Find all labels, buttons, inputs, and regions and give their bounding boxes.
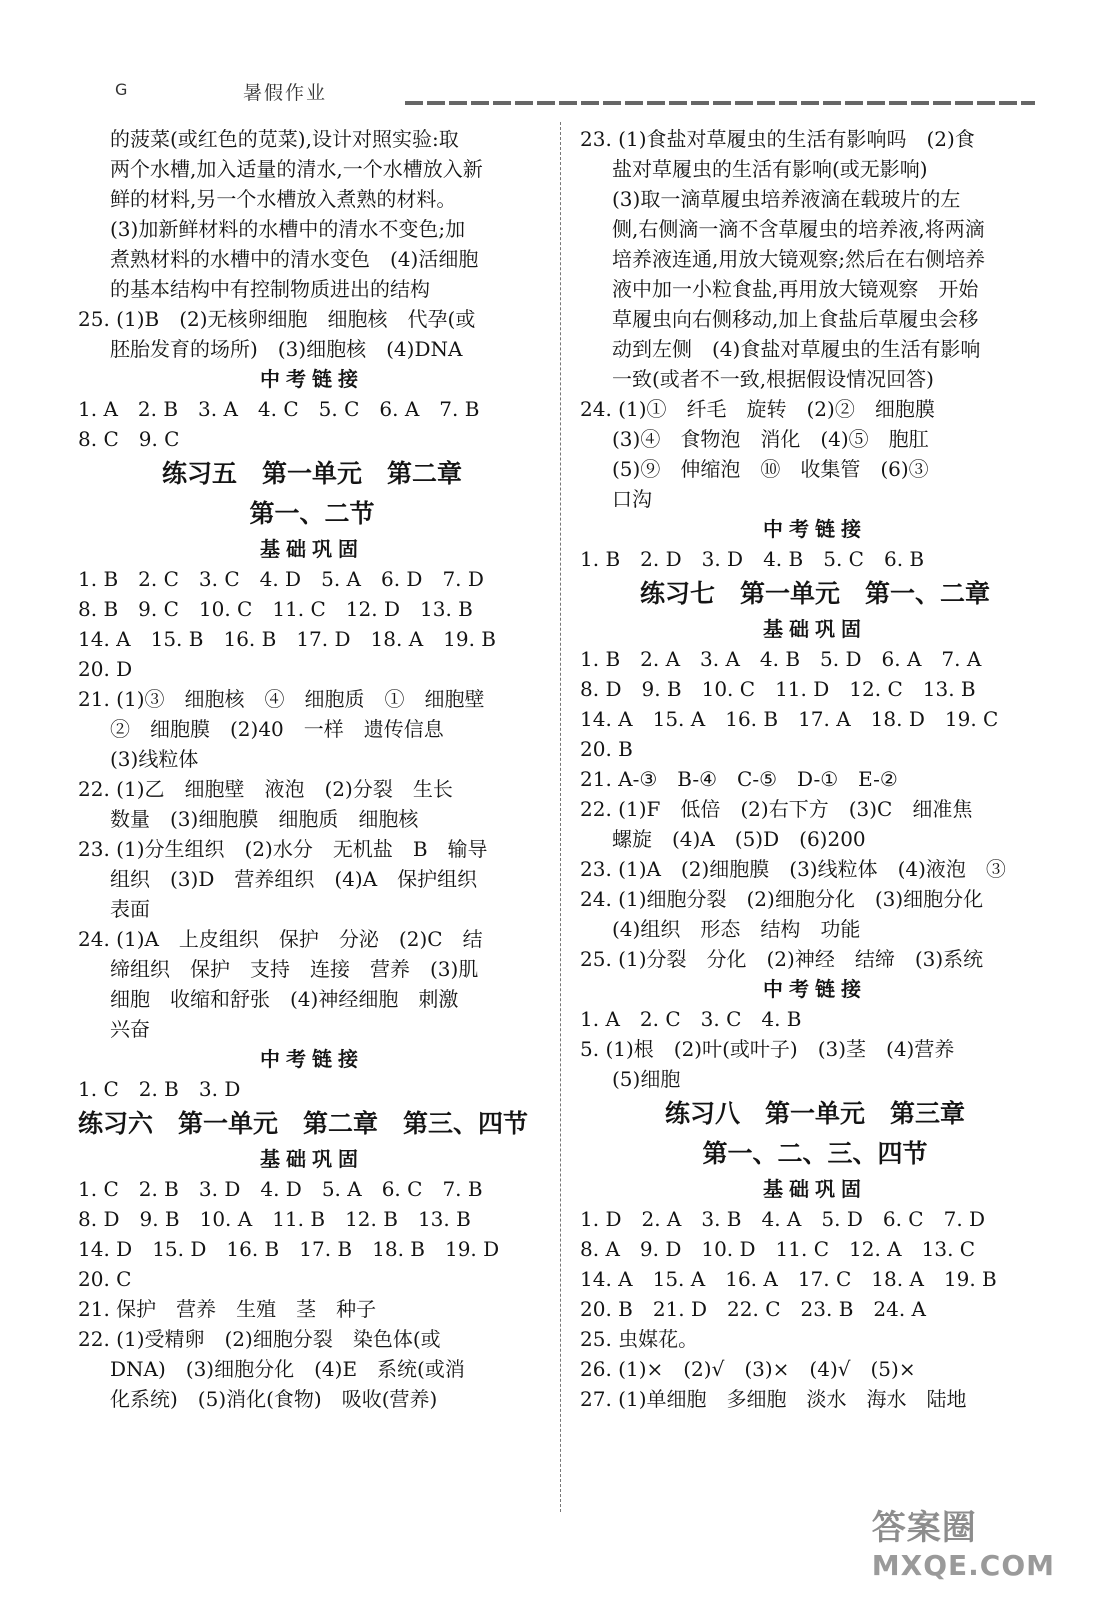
answer-line: 25. (1)B (2)无核卵细胞 细胞核 代孕(或 (78, 307, 476, 331)
answer-line: 24. (1)① 纤毛 旋转 (2)② 细胞膜 (580, 397, 935, 421)
column-divider (560, 122, 562, 1512)
answer-line: 1. C 2. B 3. D (78, 1077, 241, 1101)
section-heading: 练习七 第一单元 第一、二章 (639, 579, 990, 608)
answer-line: 27. (1)单细胞 多细胞 淡水 海水 陆地 (580, 1387, 967, 1411)
answer-line: 25. 虫媒花。 (580, 1327, 699, 1351)
answer-line: 鲜的材料,另一个水槽放入煮熟的材料。 (110, 187, 457, 211)
header-badge: G (115, 80, 128, 99)
subsection-heading: 中考链接 (260, 1047, 364, 1071)
watermark (872, 1500, 1055, 1582)
answer-line: 胚胎发育的场所) (3)细胞核 (4)DNA (110, 337, 463, 361)
section-heading: 第一、二、三、四节 (702, 1139, 928, 1168)
answer-line: 两个水槽,加入适量的清水,一个水槽放入新 (110, 157, 483, 181)
answer-line: 细胞 收缩和舒张 (4)神经细胞 刺激 (110, 987, 459, 1011)
subsection-heading: 中考链接 (763, 977, 867, 1001)
answer-line: 21. A-③ B-④ C-⑤ D-① E-② (580, 767, 898, 791)
section-heading: 练习六 第一单元 第二章 第三、四节 (78, 1109, 529, 1138)
answer-line: (4)组织 形态 结构 功能 (612, 917, 861, 941)
section-heading: 练习八 第一单元 第三章 (664, 1099, 965, 1128)
answer-line: 23. (1)食盐对草履虫的生活有影响吗 (2)食 (580, 127, 975, 151)
answer-line: 侧,右侧滴一滴不含草履虫的培养液,将两滴 (612, 217, 985, 241)
answer-line: 14. D 15. D 16. B 17. B 18. B 19. D (78, 1237, 500, 1261)
right-column (580, 124, 1050, 1414)
answer-line: 5. (1)根 (2)叶(或叶子) (3)茎 (4)营养 (580, 1037, 955, 1061)
answer-line: 的基本结构中有控制物质进出的结构 (110, 277, 430, 301)
answer-line: 动到左侧 (4)食盐对草履虫的生活有影响 (612, 337, 981, 361)
answer-line: 1. B 2. C 3. C 4. D 5. A 6. D 7. D (78, 567, 484, 591)
answer-line: 的菠菜(或红色的苋菜),设计对照实验:取 (110, 127, 459, 151)
answer-line: 24. (1)A 上皮组织 保护 分泌 (2)C 结 (78, 927, 483, 951)
answer-line: 1. C 2. B 3. D 4. D 5. A 6. C 7. B (78, 1177, 483, 1201)
answer-line: 20. C (78, 1267, 132, 1291)
subsection-heading: 基础巩固 (260, 537, 364, 561)
watermark-url: MXQE.COM (871, 1549, 1055, 1582)
answer-line: 8. A 9. D 10. D 11. C 12. A 13. C (580, 1237, 976, 1261)
page-header (75, 78, 1035, 108)
answer-line: 8. D 9. B 10. C 11. D 12. C 13. B (580, 677, 976, 701)
subsection-heading: 基础巩固 (763, 1177, 867, 1201)
answer-line: (3)取一滴草履虫培养液滴在载玻片的左 (612, 187, 961, 211)
answer-line: 液中加一小粒食盐,再用放大镜观察 开始 (612, 277, 979, 301)
answer-line: 8. C 9. C (78, 427, 180, 451)
answer-line: 14. A 15. A 16. A 17. C 18. A 19. B (580, 1267, 997, 1291)
subsection-heading: 基础巩固 (260, 1147, 364, 1171)
header-rule (405, 101, 1035, 105)
answer-line: 14. A 15. B 16. B 17. D 18. A 19. B (78, 627, 496, 651)
answer-line: (5)细胞 (612, 1067, 681, 1091)
watermark-logo-text: 答案圈 (871, 1508, 977, 1548)
answer-line: 20. B (580, 737, 633, 761)
answer-line: ② 细胞膜 (2)40 一样 遗传信息 (110, 717, 444, 741)
answer-line: 22. (1)乙 细胞壁 液泡 (2)分裂 生长 (78, 777, 453, 801)
header-title: 暑假作业 (243, 82, 328, 104)
answer-line: 表面 (110, 897, 150, 921)
answer-line: 1. A 2. B 3. A 4. C 5. C 6. A 7. B (78, 397, 480, 421)
answer-line: DNA) (3)细胞分化 (4)E 系统(或消 (110, 1357, 465, 1381)
answer-line: 23. (1)分生组织 (2)水分 无机盐 B 输导 (78, 837, 488, 861)
answer-line: 草履虫向右侧移动,加上食盐后草履虫会移 (612, 307, 979, 331)
subsection-heading: 中考链接 (260, 367, 364, 391)
answer-line: 21. 保护 营养 生殖 茎 种子 (78, 1297, 377, 1321)
answer-line: 26. (1)× (2)√ (3)× (4)√ (5)× (580, 1357, 916, 1381)
subsection-heading: 基础巩固 (763, 617, 867, 641)
answer-line: 盐对草履虫的生活有影响(或无影响) (612, 157, 928, 181)
answer-line: 1. B 2. A 3. A 4. B 5. D 6. A 7. A (580, 647, 982, 671)
section-heading: 练习五 第一单元 第二章 (161, 459, 462, 488)
answer-line: 22. (1)受精卵 (2)细胞分裂 染色体(或 (78, 1327, 441, 1351)
subsection-heading: 中考链接 (763, 517, 867, 541)
answer-line: 14. A 15. A 16. B 17. A 18. D 19. C (580, 707, 999, 731)
answer-line: 培养液连通,用放大镜观察;然后在右侧培养 (612, 247, 986, 271)
answer-line: 8. B 9. C 10. C 11. C 12. D 13. B (78, 597, 473, 621)
answer-line: 22. (1)F 低倍 (2)右下方 (3)C 细准焦 (580, 797, 973, 821)
answer-line: 25. (1)分裂 分化 (2)神经 结缔 (3)系统 (580, 947, 984, 971)
section-heading: 第一、二节 (249, 499, 375, 528)
answer-line: 数量 (3)细胞膜 细胞质 细胞核 (110, 807, 419, 831)
answer-line: 1. D 2. A 3. B 4. A 5. D 6. C 7. D (580, 1207, 986, 1231)
answer-line: 组织 (3)D 营养组织 (4)A 保护组织 (110, 867, 478, 891)
answer-line: 1. A 2. C 3. C 4. B (580, 1007, 802, 1031)
answer-line: 口沟 (612, 487, 652, 511)
answer-line: 8. D 9. B 10. A 11. B 12. B 13. B (78, 1207, 471, 1231)
answer-line: (3)线粒体 (110, 747, 199, 771)
answer-line: 23. (1)A (2)细胞膜 (3)线粒体 (4)液泡 ③ (580, 857, 1006, 881)
answer-line: (3)④ 食物泡 消化 (4)⑤ 胞肛 (612, 427, 929, 451)
answer-line: (5)⑨ 伸缩泡 ⑩ 收集管 (6)③ (612, 457, 929, 481)
answer-line: 1. B 2. D 3. D 4. B 5. C 6. B (580, 547, 925, 571)
answer-line: 缔组织 保护 支持 连接 营养 (3)肌 (110, 957, 479, 981)
answer-line: 21. (1)③ 细胞核 ④ 细胞质 ① 细胞壁 (78, 687, 485, 711)
answer-line: 20. D (78, 657, 133, 681)
answer-line: 化系统) (5)消化(食物) 吸收(营养) (110, 1387, 438, 1411)
answer-line: 24. (1)细胞分裂 (2)细胞分化 (3)细胞分化 (580, 887, 984, 911)
answer-line: 一致(或者不一致,根据假设情况回答) (612, 367, 934, 391)
left-column (78, 124, 546, 1414)
answer-line: 螺旋 (4)A (5)D (6)200 (612, 827, 866, 851)
answer-line: 煮熟材料的水槽中的清水变色 (4)活细胞 (110, 247, 479, 271)
answer-line: 20. B 21. D 22. C 23. B 24. A (580, 1297, 926, 1321)
answer-line: (3)加新鲜材料的水槽中的清水不变色;加 (110, 217, 466, 241)
answer-line: 兴奋 (110, 1017, 150, 1041)
